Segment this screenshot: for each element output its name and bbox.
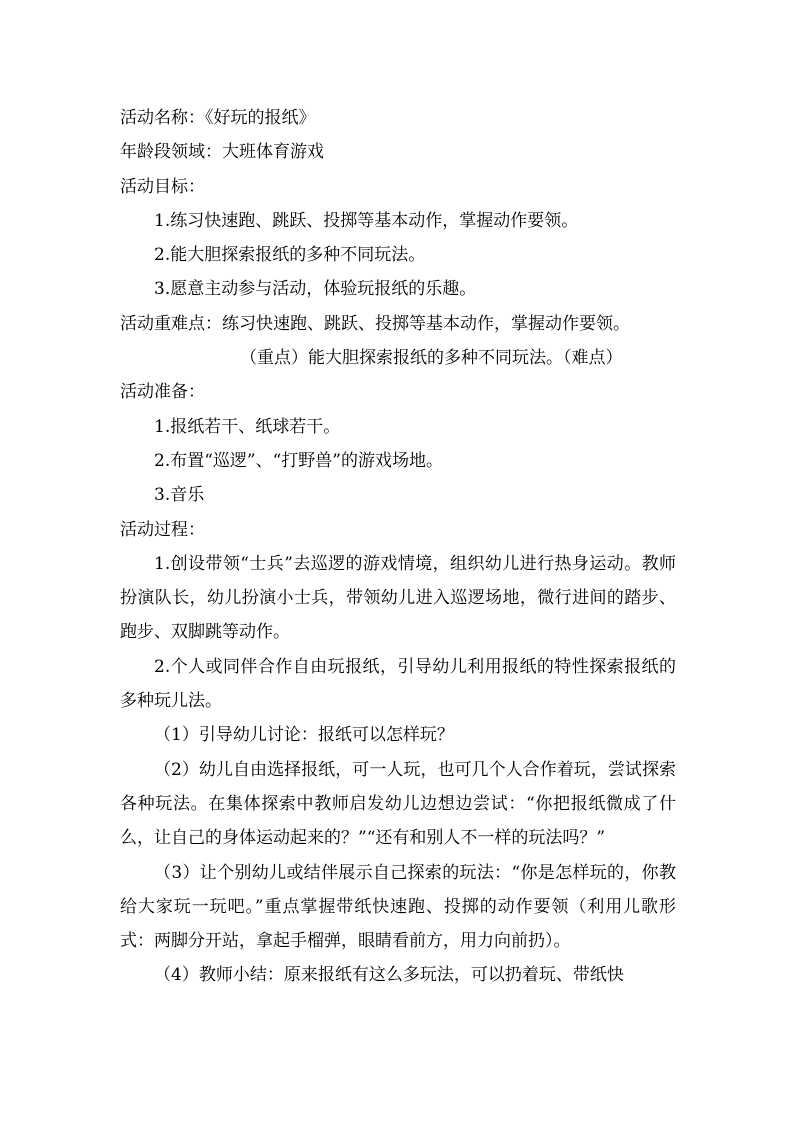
prep-heading: 活动准备：: [120, 382, 205, 403]
process-sub-paragraph: （1）引导幼儿讨论：报纸可以怎样玩？: [154, 725, 454, 746]
prep-item: 2.布置“巡逻”、“打野兽”的游戏场地。: [154, 450, 443, 471]
goal-item: 1.练习快速跑、跳跃、投掷等基本动作，掌握动作要领。: [154, 210, 579, 231]
goal-item: 3.愿意主动参与活动，体验玩报纸的乐趣。: [154, 279, 477, 300]
process-heading: 活动过程：: [120, 519, 205, 540]
process-sub-paragraph: （4）教师小结：原来报纸有这么多玩法，可以扔着玩、带纸快: [154, 965, 624, 986]
prep-item: 1.报纸若干、纸球若干。: [154, 416, 341, 437]
process-paragraph: 2.个人或同伴合作自由玩报纸，引导幼儿利用报纸的特性探索报纸的多种玩儿法。: [120, 656, 676, 712]
process-sub-paragraph: （2）幼儿自由选择报纸，可一人玩，也可几个人合作着玩，尝试探索各种玩法。在集体探索中教师启发幼儿边想边尝试：“你把报纸微成了什么，让自己的身体运动起来的？”“还有和别人不一样的玩法吗？”: [120, 759, 676, 849]
goal-item: 2.能大胆探索报纸的多种不同玩法。: [154, 245, 426, 266]
goals-heading: 活动目标：: [120, 176, 205, 197]
document-body: [120, 101, 676, 993]
process-paragraph: 1.创设带领“士兵”去巡逻的游戏情境，组织幼儿进行热身运动。教师扮演队长，幼儿扮演小士兵，带领幼儿进入巡逻场地，微行进间的踏步、跑步、双脚跳等动作。: [120, 553, 676, 643]
age-domain: 年龄段领域：大班体育游戏: [120, 142, 324, 163]
process-sub-paragraph: （3）让个别幼儿或结伴展示自己探索的玩法：“你是怎样玩的，你教给大家玩一玩吧。”重点掌握带纸快速跑、投掷的动作要领（利用儿歌形式：两脚分开站，拿起手榴弹，眼睛看前方，用力向前扔）。: [120, 862, 676, 952]
activity-name: 活动名称：《好玩的报纸》: [120, 108, 316, 128]
key-points-line: 活动重难点：练习快速跑、跳跃、投掷等基本动作，掌握动作要领。: [120, 313, 630, 334]
key-points-line: （重点）能大胆探索报纸的多种不同玩法。（难点）: [240, 348, 623, 369]
prep-item: 3.音乐: [154, 485, 205, 506]
